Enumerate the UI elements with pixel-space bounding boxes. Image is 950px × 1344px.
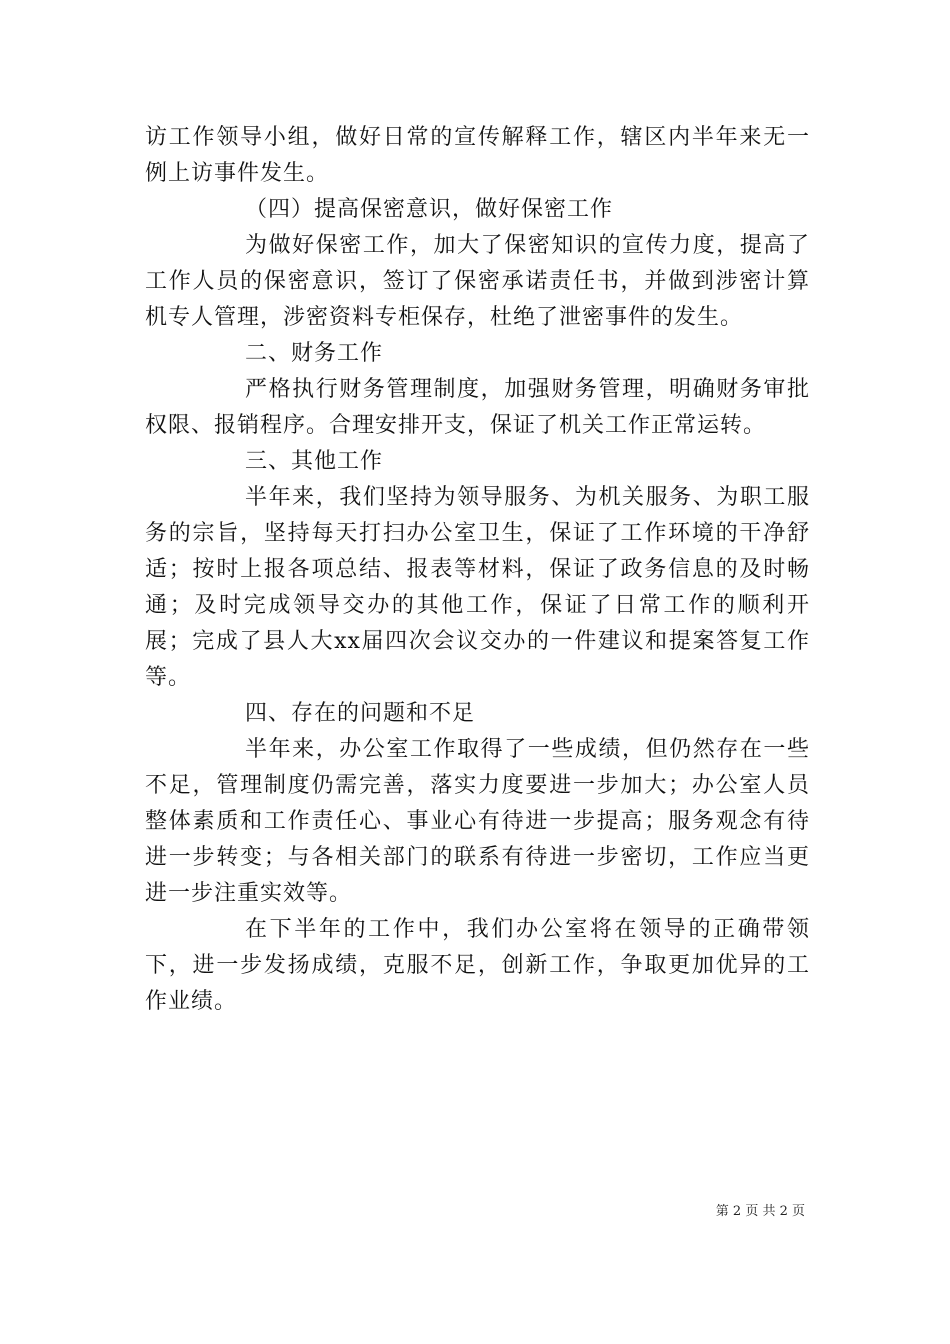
page-number: 第 2 页 共 2 页 bbox=[715, 1204, 805, 1219]
heading-other-work: 三、其他工作 bbox=[245, 449, 384, 474]
paragraph-continuation: 访工作领导小组，做好日常的宣传解释工作，辖区内半年来无一例上访事件发生。 bbox=[145, 125, 810, 186]
heading-finance: 二、财务工作 bbox=[245, 341, 384, 366]
document-body bbox=[145, 120, 810, 1020]
subheading-confidentiality: （四）提高保密意识，做好保密工作 bbox=[245, 197, 614, 222]
paragraph-problems: 半年来，办公室工作取得了一些成绩，但仍然存在一些不足，管理制度仍需完善，落实力度要进一步加大；办公室人员整体素质和工作责任心、事业心有待进一步提高；服务观念有待进一步转变；与各相关部门的联系有待进一步密切，工作应当更进一步注重实效等。 bbox=[145, 737, 810, 906]
paragraph-other-work: 半年来，我们坚持为领导服务、为机关服务、为职工服务的宗旨，坚持每天打扫办公室卫生，保证了工作环境的干净舒适；按时上报各项总结、报表等材料，保证了政务信息的及时畅通；及时完成领导交办的其他工作，保证了日常工作的顺利开展；完成了县人大xx届四次会议交办的一件建议和提案答复工作等。 bbox=[145, 485, 810, 690]
paragraph-confidentiality: 为做好保密工作，加大了保密知识的宣传力度，提高了工作人员的保密意识，签订了保密承诺责任书，并做到涉密计算机专人管理，涉密资料专柜保存，杜绝了泄密事件的发生。 bbox=[145, 233, 810, 330]
heading-problems: 四、存在的问题和不足 bbox=[245, 701, 476, 726]
paragraph-finance: 严格执行财务管理制度，加强财务管理，明确财务审批权限、报销程序。合理安排开支，保证了机关工作正常运转。 bbox=[145, 377, 810, 438]
paragraph-conclusion: 在下半年的工作中，我们办公室将在领导的正确带领下，进一步发扬成绩，克服不足，创新工作，争取更加优异的工作业绩。 bbox=[145, 917, 810, 1014]
